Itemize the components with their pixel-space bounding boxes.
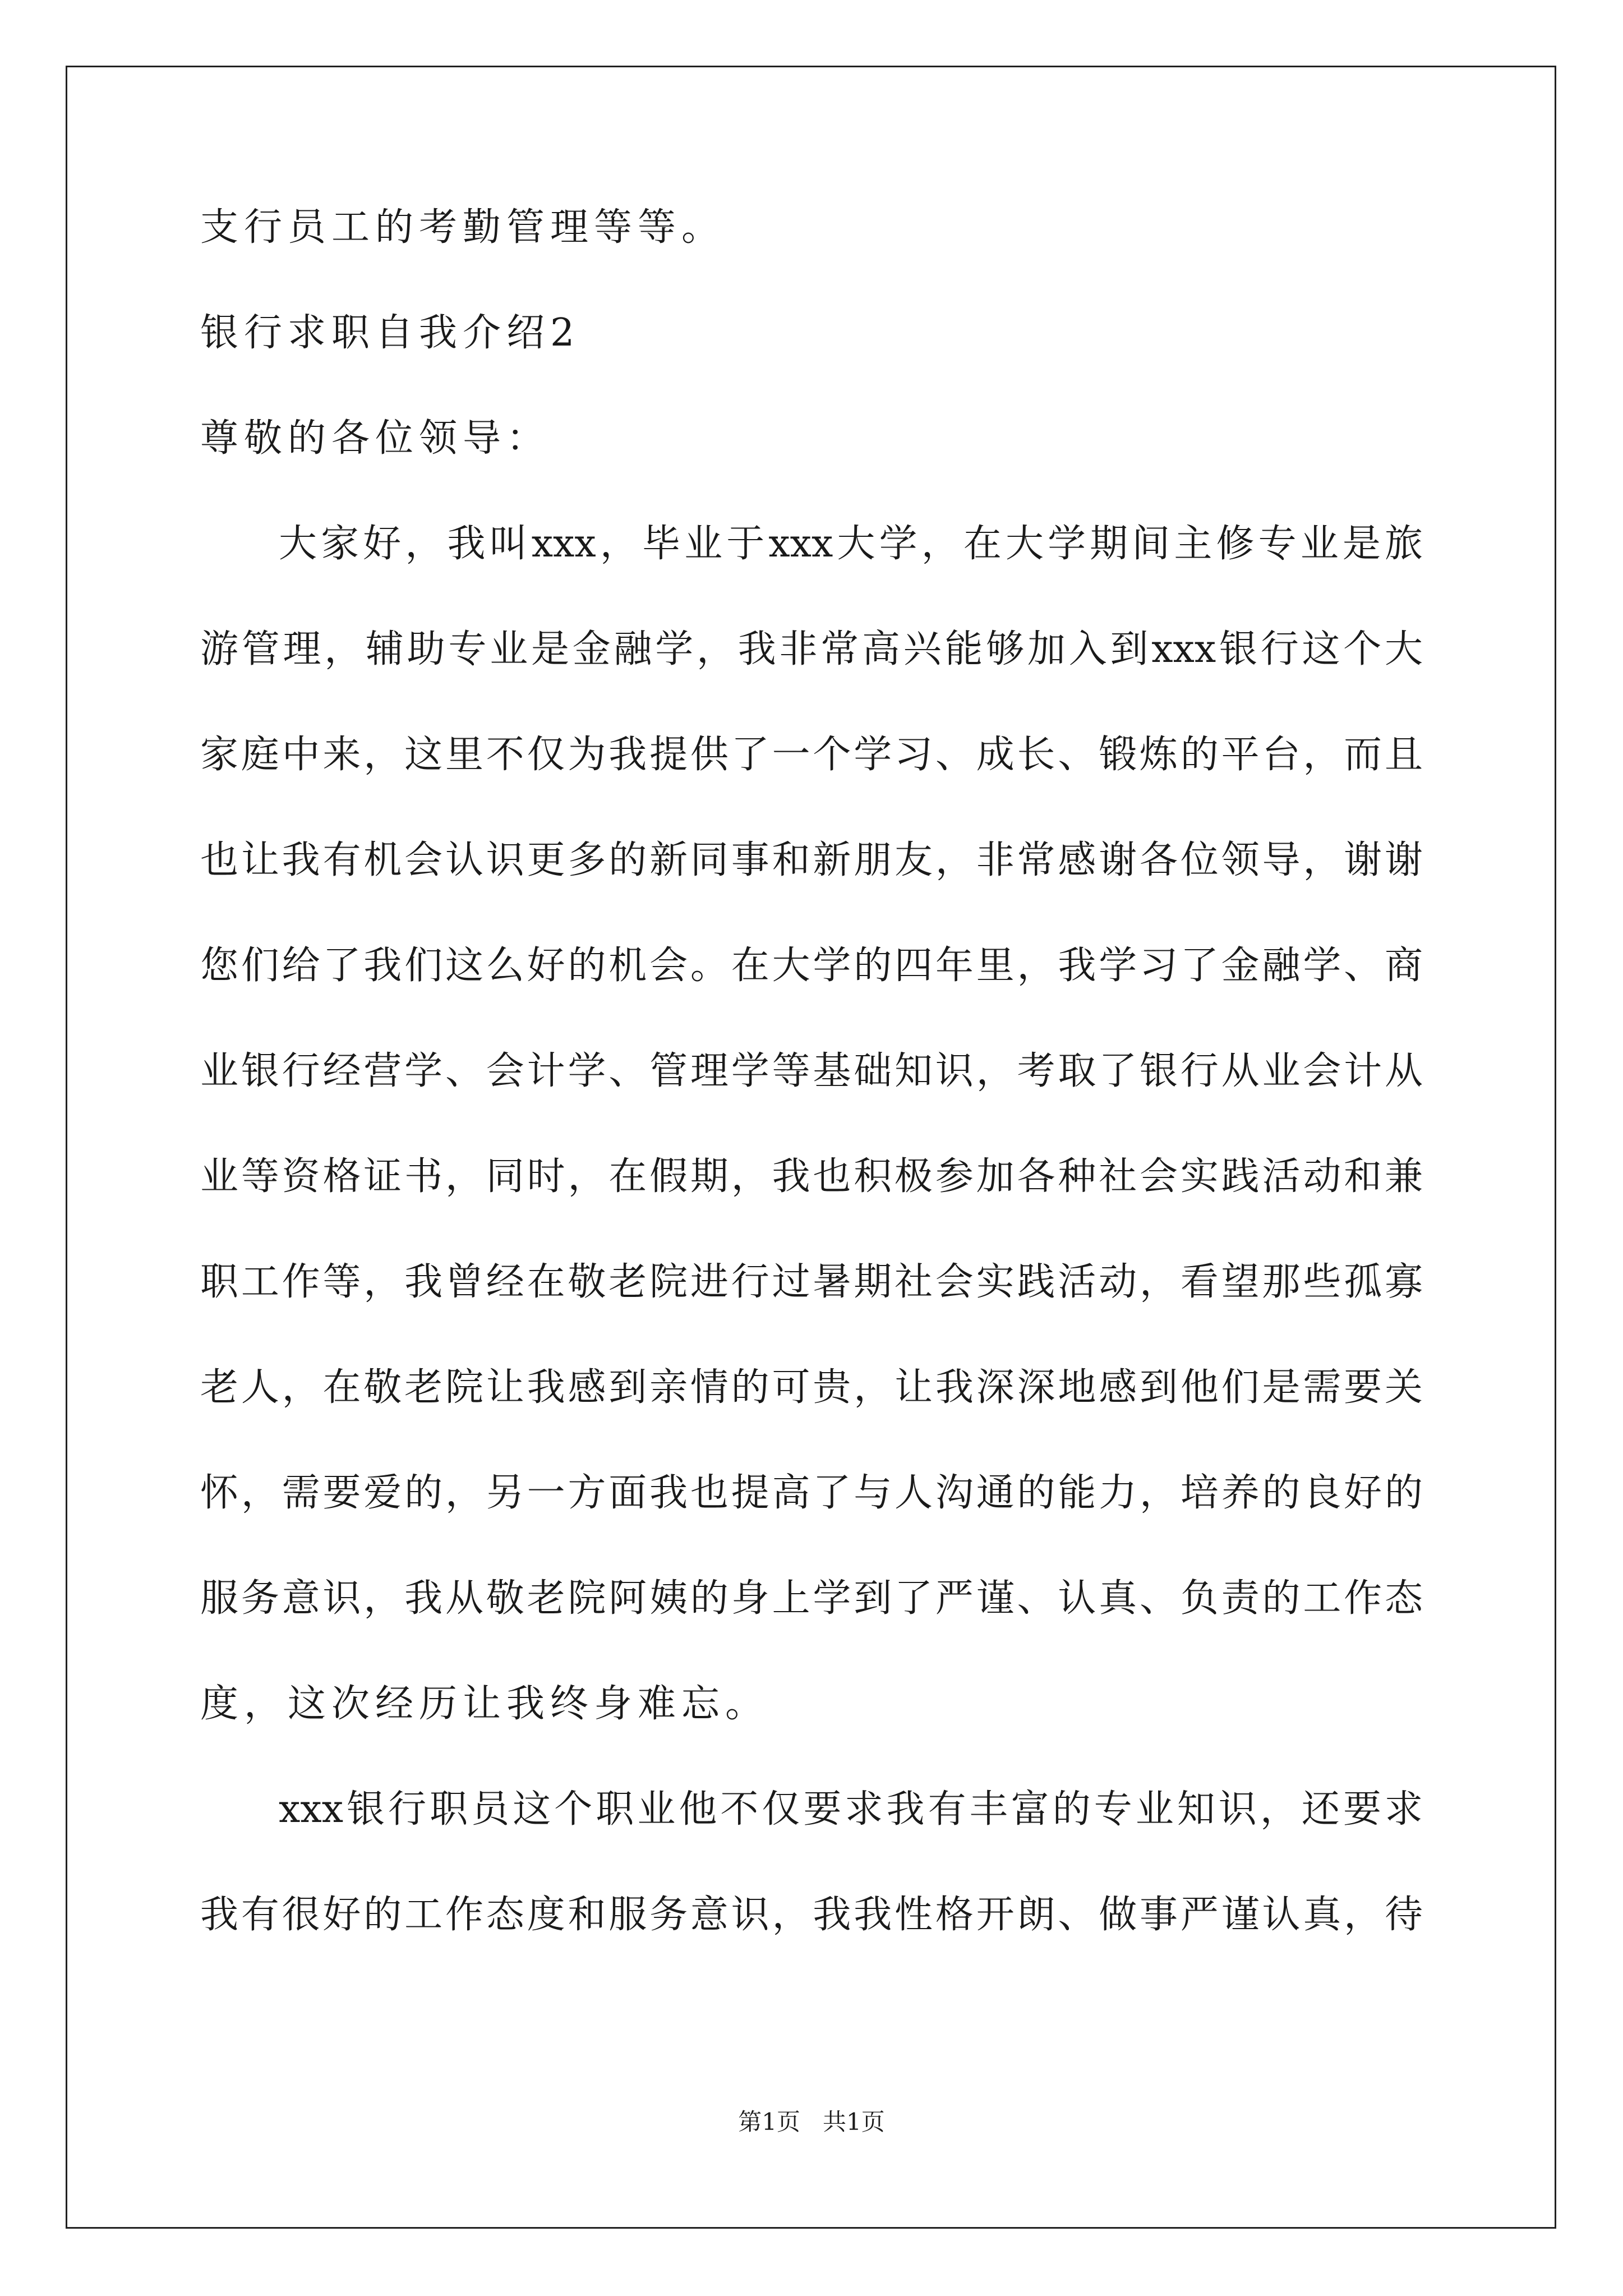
text-line: 业等资格证书，同时，在假期，我也积极参加各种社会实践活动和兼 [200, 1154, 1423, 1199]
text-line: 我有很好的工作态度和服务意识，我我性格开朗、做事严谨认真，待 [200, 1893, 1423, 1937]
text-line: 也让我有机会认识更多的新同事和新朋友，非常感谢各位领导，谢谢 [200, 838, 1423, 882]
text-line: 服务意识，我从敬老院阿姨的身上学到了严谨、认真、负责的工作态 [200, 1576, 1423, 1621]
text-line: 大家好，我叫xxx，毕业于xxx大学，在大学期间主修专业是旅 [279, 522, 1423, 566]
text-line: 度，这次经历让我终身难忘。 [200, 1682, 769, 1726]
text-line: 老人，在敬老院让我感到亲情的可贵，让我深深地感到他们是需要关 [200, 1365, 1423, 1410]
text-line: 游管理，辅助专业是金融学，我非常高兴能够加入到xxx银行这个大 [200, 627, 1423, 671]
page-footer: 第1页 共1页 [738, 2108, 885, 2136]
text-line: 支行员工的考勤管理等等。 [200, 205, 726, 250]
text-line: 您们给了我们这么好的机会。在大学的四年里，我学习了金融学、商 [200, 944, 1423, 988]
section-heading: 银行求职自我介绍2 [200, 311, 580, 355]
text-line: xxx银行职员这个职业他不仅要求我有丰富的专业知识，还要求 [279, 1787, 1423, 1832]
text-line: 职工作等，我曾经在敬老院进行过暑期社会实践活动，看望那些孤寡 [200, 1260, 1423, 1304]
salutation: 尊敬的各位领导： [200, 416, 551, 461]
text-line: 家庭中来，这里不仅为我提供了一个学习、成长、锻炼的平台，而且 [200, 733, 1423, 777]
text-line: 怀，需要爱的，另一方面我也提高了与人沟通的能力，培养的良好的 [200, 1471, 1423, 1515]
text-line: 业银行经营学、会计学、管理学等基础知识，考取了银行从业会计从 [200, 1049, 1423, 1093]
